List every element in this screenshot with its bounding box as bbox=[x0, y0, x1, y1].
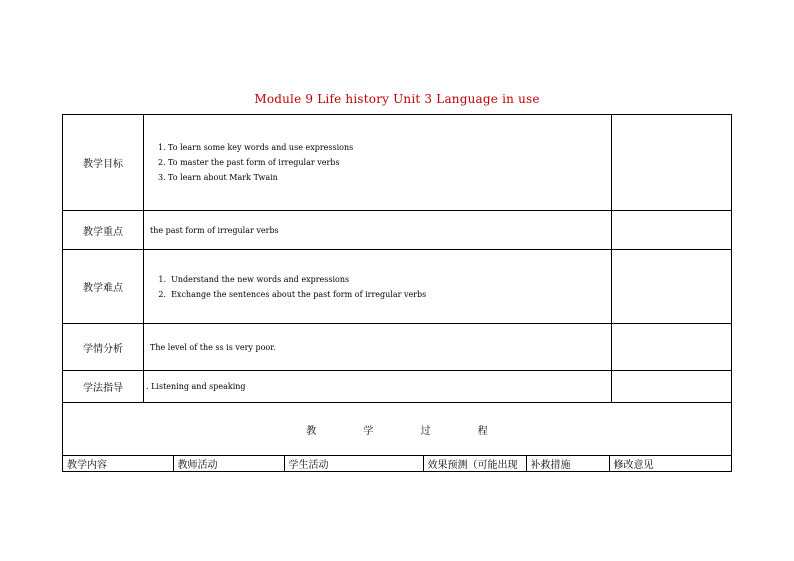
difficulty-item: 1. Understand the new words and expressions bbox=[158, 274, 350, 284]
process-heading: 教 学 过 程 bbox=[63, 403, 732, 456]
row-difficulties bbox=[63, 250, 732, 324]
objectives-content bbox=[144, 115, 612, 211]
row-method bbox=[63, 371, 732, 403]
key-points-extra-cell bbox=[612, 211, 732, 250]
column-header-table bbox=[63, 456, 732, 471]
analysis-extra-cell bbox=[612, 324, 732, 371]
row-process-heading bbox=[63, 403, 732, 456]
document-title: Module 9 Life history Unit 3 Language in use bbox=[254, 92, 540, 106]
objective-item: 1. To learn some key words and use expressions bbox=[158, 143, 354, 152]
row-analysis bbox=[63, 324, 732, 371]
key-points-label: 教学重点 bbox=[63, 211, 144, 250]
column-header: 补救措施 bbox=[526, 456, 609, 471]
column-header: 效果预测（可能出现 bbox=[423, 456, 526, 471]
key-points-content: the past form of irregular verbs bbox=[144, 211, 612, 250]
column-header: 修改意见 bbox=[609, 456, 732, 471]
objective-item: 2. To master the past form of irregular verbs bbox=[158, 158, 340, 167]
objectives-extra-cell bbox=[612, 115, 732, 211]
method-label: 学法指导 bbox=[63, 371, 144, 403]
objectives-label: 教学目标 bbox=[63, 115, 144, 211]
difficulties-extra-cell bbox=[612, 250, 732, 324]
column-header: 学生活动 bbox=[284, 456, 423, 471]
column-header: 教师活动 bbox=[173, 456, 284, 471]
column-header-container bbox=[63, 456, 732, 472]
difficulties-label: 教学难点 bbox=[63, 250, 144, 324]
analysis-content: The level of the ss is very poor. bbox=[144, 324, 612, 371]
difficulties-content bbox=[144, 250, 612, 324]
row-key-points bbox=[63, 211, 732, 250]
column-header: 教学内容 bbox=[67, 460, 107, 471]
lesson-plan-table bbox=[62, 114, 732, 472]
method-extra-cell bbox=[612, 371, 732, 403]
objective-item: 3. To learn about Mark Twain bbox=[158, 173, 278, 182]
analysis-label: 学情分析 bbox=[63, 324, 144, 371]
row-objectives bbox=[63, 115, 732, 211]
method-content: . Listening and speaking bbox=[144, 371, 612, 403]
row-column-headers bbox=[63, 456, 732, 472]
difficulty-item: 2. Exchange the sentences about the past form of irregular verbs bbox=[158, 289, 427, 299]
